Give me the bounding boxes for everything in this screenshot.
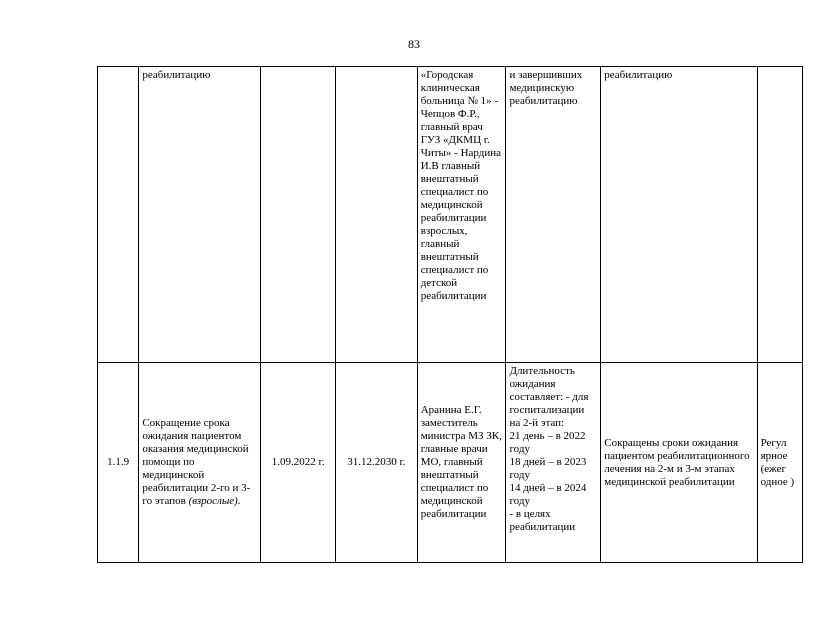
row-number-cell bbox=[98, 67, 139, 363]
result-cell: Сокращены сроки ожидания пациентом реабилитационного лечения на 2-м и 3-м этапах медицинской реабилитации bbox=[601, 363, 757, 563]
end-date-cell: 31.12.2030 г. bbox=[336, 363, 418, 563]
table-row bbox=[98, 67, 803, 363]
responsible-cell: Аранина Е.Г. заместитель министра МЗ ЗК, главные врачи МО, главный внештатный специалист по медицинской реабилитации bbox=[417, 363, 506, 563]
start-date-cell: 1.09.2022 г. bbox=[261, 363, 336, 563]
indicator-cell: и завершивших медицинскую реабилитацию bbox=[506, 67, 601, 363]
activity-plan-table bbox=[97, 66, 803, 563]
row-number-cell: 1.1.9 bbox=[98, 363, 139, 563]
activity-cell: реабилитацию bbox=[139, 67, 261, 363]
activity-text: Сокращение срока ожидания пациентом оказания медицинской помощи по медицинской реабилитации 2-го и 3-го этапов bbox=[142, 417, 251, 507]
indicator-cell: Длительность ожидания составляет: - для госпитализации на 2-й этап: 21 день – в 2022 году 18 дней – в 2023 году 14 дней – в 2024 году - в целях реабилитации bbox=[506, 363, 601, 563]
frequency-cell: Регул ярное (ежег одное ) bbox=[757, 363, 802, 563]
start-date-cell bbox=[261, 67, 336, 363]
end-date-cell bbox=[336, 67, 418, 363]
table-row bbox=[98, 363, 803, 563]
responsible-cell: «Городская клиническая больница № 1» - Чепцов Ф.Р., главный врач ГУЗ «ДКМЦ г. Читы» - Нардина И.В главный внештатный специалист по медицинской реабилитации взрослых, главный внештатный специалист по детской реабилитации bbox=[417, 67, 506, 363]
result-cell: реабилитацию bbox=[601, 67, 757, 363]
page-number: 83 bbox=[408, 37, 420, 51]
activity-cell bbox=[139, 363, 261, 563]
frequency-cell bbox=[757, 67, 802, 363]
activity-note: (взрослые). bbox=[188, 495, 241, 507]
